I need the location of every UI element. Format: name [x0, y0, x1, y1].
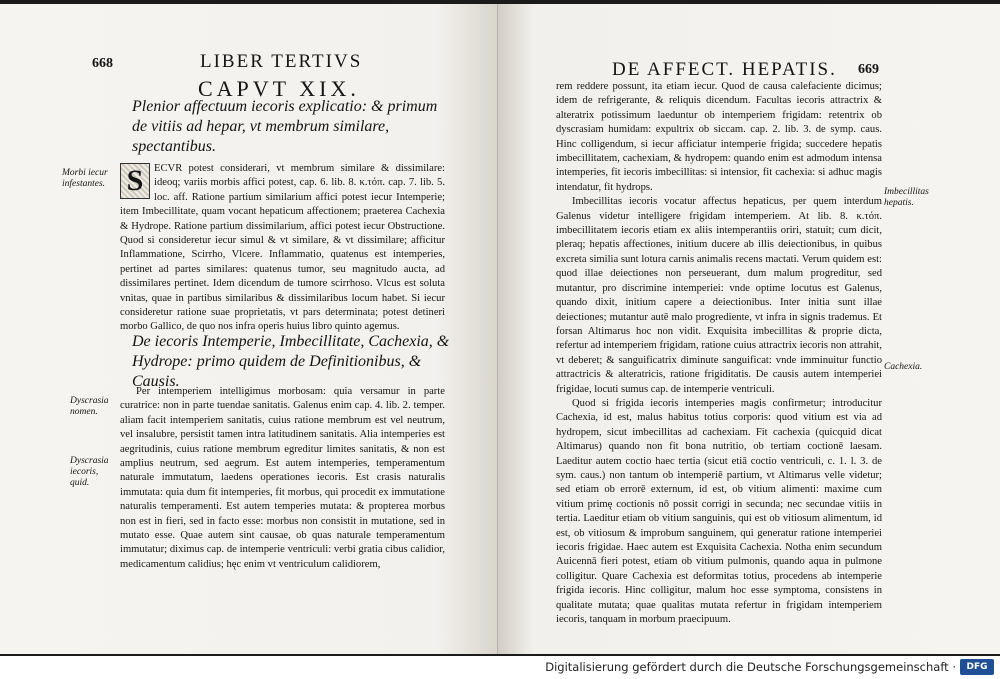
margin-note: Imbecillitas hepatis.: [884, 187, 929, 208]
right-page: [498, 4, 1000, 654]
page-number: 669: [858, 62, 879, 77]
section-heading: Plenior affectuum iecoris explicatio: & primum de vitiis ad hepar, vt membrum similare, spectantibus.: [132, 98, 438, 155]
section-heading: De iecoris Intemperie, Imbecillitate, Cachexia, & Hydrope: primo quidem de Definitionibus, & Causis.: [132, 333, 450, 390]
footer-credit: Digitalisierung gefördert durch die Deutsche Forschungsgemeinschaft ·: [545, 660, 956, 674]
text-block: [120, 162, 445, 335]
text-block: [120, 385, 445, 572]
margin-note: Dyscrasia iecoris, quid.: [70, 456, 109, 488]
paragraph: rem reddere possunt, ita etiam iecur. Quod de causa calefaciente dicimus; idem de refrigerante, & reliquis dicendum. Facultas iecoris attractrix & alteratrix potissimum laeduntur ob intemperiem frigidam: retentrix ob dyscrasiam humidam: expultrix ob siccam. cap. 2. lib. 3. de symp. caus. Hinc colligendum, si iecur afficiatur intemperie frigida; succedere hepatis imbecillitatem, cachexiam, & hydropem: quando enim est admodum intensa intemperies, fit iecoris imbecillitas: si intensior, fit cachexia: si adhuc magis intendatur, fit hydrops.: [556, 81, 882, 193]
left-page: [0, 4, 498, 654]
footer-bar: [0, 656, 1000, 679]
chapter-title: CAPVT XIX.: [198, 76, 360, 101]
margin-note: Morbi iecur infestantes.: [62, 168, 108, 189]
drop-cap: S: [120, 163, 150, 199]
page-number: 668: [92, 56, 113, 71]
paragraph: ECVR potest considerari, vt membrum similare & dissimilare: ideoq; variis morbis affici potest, cap. 6. lib. 8. κ.τόπ. cap. 7. lib. 5. loc. aff. Ratione partium similarium affici potest iecur Intemperie; item Imbecillitate, quam vocant hepaticum affectionem; praeterea Cachexia & Hydrope. Ratione partium dissimilarium, affici potest iecur Obstructione. Quod si consideretur iecur simul & vt similare, & vt dissimilare; afficitur Inflammatione, Scirrho, Vlcere. Inflammatio, quatenus est intemperies, pertinet ad partes similares: quatenus tumor, seu magnitudo aucta, ad dissimilares pertinet. Idem dicendum de tumore scirrhoso. Vlcus est soluta vnitas, quae in partibus similaribus & dissimilaribus locum habet. Si iecur consideretur ratione suae proprietatis, vt pars determinata; potest detineri morbo Gallico, de quo nos infra operis huius libro quinto agemus.: [120, 163, 445, 333]
margin-note: Dyscrasia nomen.: [70, 396, 109, 417]
paragraph: Per intemperiem intelligimus morbosam: quia versamur in parte curatrice: non in parte tuendae sanitatis. Galenus enim cap. 4. lib. 2. temper. aliam facit intemperiem sanitatis, cuius ratione membrum est vel neutrum, vel insalubre, persistit tamen intra latitudinem sanitatis. Alia intemperies est aegritudinis, cuius ratione membrum egreditur limites sanitatis, & non est amplius neutrum, sed aegrum. Est autem intemperies, temperamentum naturale immutatum, laedens operationes iecoris. Est crasis naturalis immutata: quia dum fit intemperies, fit morbus, qui procedit ex immutatione naturalis temperamenti. Est autem temperies mutata: & propterea morbus non est in fieri, sed in facto esse: morbus non consistit in mutatione, sed in mutato esse. Quae autem sint causae, ob quas naturale temperamentum immutatur; diximus cap. de intemperie ventriculi: verbi gratia cibus calidior, medicamentum calidius; hęc enim vt ventriculum calidiorem,: [120, 386, 445, 570]
paragraph: Quod si frigida iecoris intemperies magis confirmetur; introducitur Cachexia, id est, malus habitus totius corporis: quod vitium est via ad hydropem, sicut imbecillitas ad cachexiam. Fit cachexia (quicquid dicat Altimarus) quando non fit bona nutritio, ob tertiam coctionē laesam. Laeditur autem coctio haec tertia (sicut etiā coctio ventriculi, c. 1. l. 3. de sym. caus.) non tantum ob intemperiē partium, vt Altimarus velle videtur; sed etiam ob errorē externum, id est, ob vitium alimenti: maxime cum vitium primę coctionis nō possit corrigi in secunda; nec secundae vitiis in tertia. Laeditur etiam ob vitium sanguinis, qui est ob vitiosum alimentum, id est, ob vitiosum & improbum sanguinem, qui generatur ratione intemperiei iecoris frigidae. Haec autem est Exquisita Cachexia. Notha enim secundum Auicennā fieri potest, etiam ob vitium pulmonis, quando aqua in pulmone colligitur. Quare Cachexia est deformitas totius, procedens ab intemperie frigida iecoris. Hinc colligitur, malum hoc esse symptoma, consistens in qualitate mutata; quae qualitas mutata refertur in frigidam intemperiem iecoris, tanquam in morbum praecipuum.: [556, 397, 882, 626]
margin-note: Cachexia.: [884, 362, 923, 372]
running-head: DE AFFECT. HEPATIS.: [612, 59, 837, 80]
paragraph: Imbecillitas iecoris vocatur affectus hepaticus, per quem interdum Galenus videtur intelligere frigidam intemperiem. At lib. 8. κ.τόπ. imbecillitatem iecoris etiam ex aliis intemperantiis oriri, statuit; cum dicit, pleraq; hepatis affectiones, initium ducere ab illis deiectionibus, in quibus excreta similia sunt lotura carnis animalis recens mactati. Verum quidem est: quod illae deiectiones non perseuerant, dum malum progreditur, sed mutantur, pro discrimine intemperiei: vnde optime locutus est Galenus, quando dixit, initium capere a deiectionibus. Inter initia sunt illae deiectiones; mutantur autē malo progrediente, vt infra in signis trademus. Et forsan Altimarus hoc non vidit. Exquisita imbecillitas & proprie dicta, refertur ad intemperiem frigidam, ratione cuius attractrix iecoris non attrahit, vt deberet; & sanguificatrix diminute sanguificat: vnde imminuitur functio attractricis & alteratricis, ratione frigiditatis. De causis autem intemperiei frigidae, locuti sumus cap. de intemperie ventriculi.: [556, 196, 882, 395]
dfg-logo: DFG: [960, 659, 994, 675]
text-block: [556, 80, 882, 627]
running-head: LIBER TERTIVS: [200, 51, 363, 72]
